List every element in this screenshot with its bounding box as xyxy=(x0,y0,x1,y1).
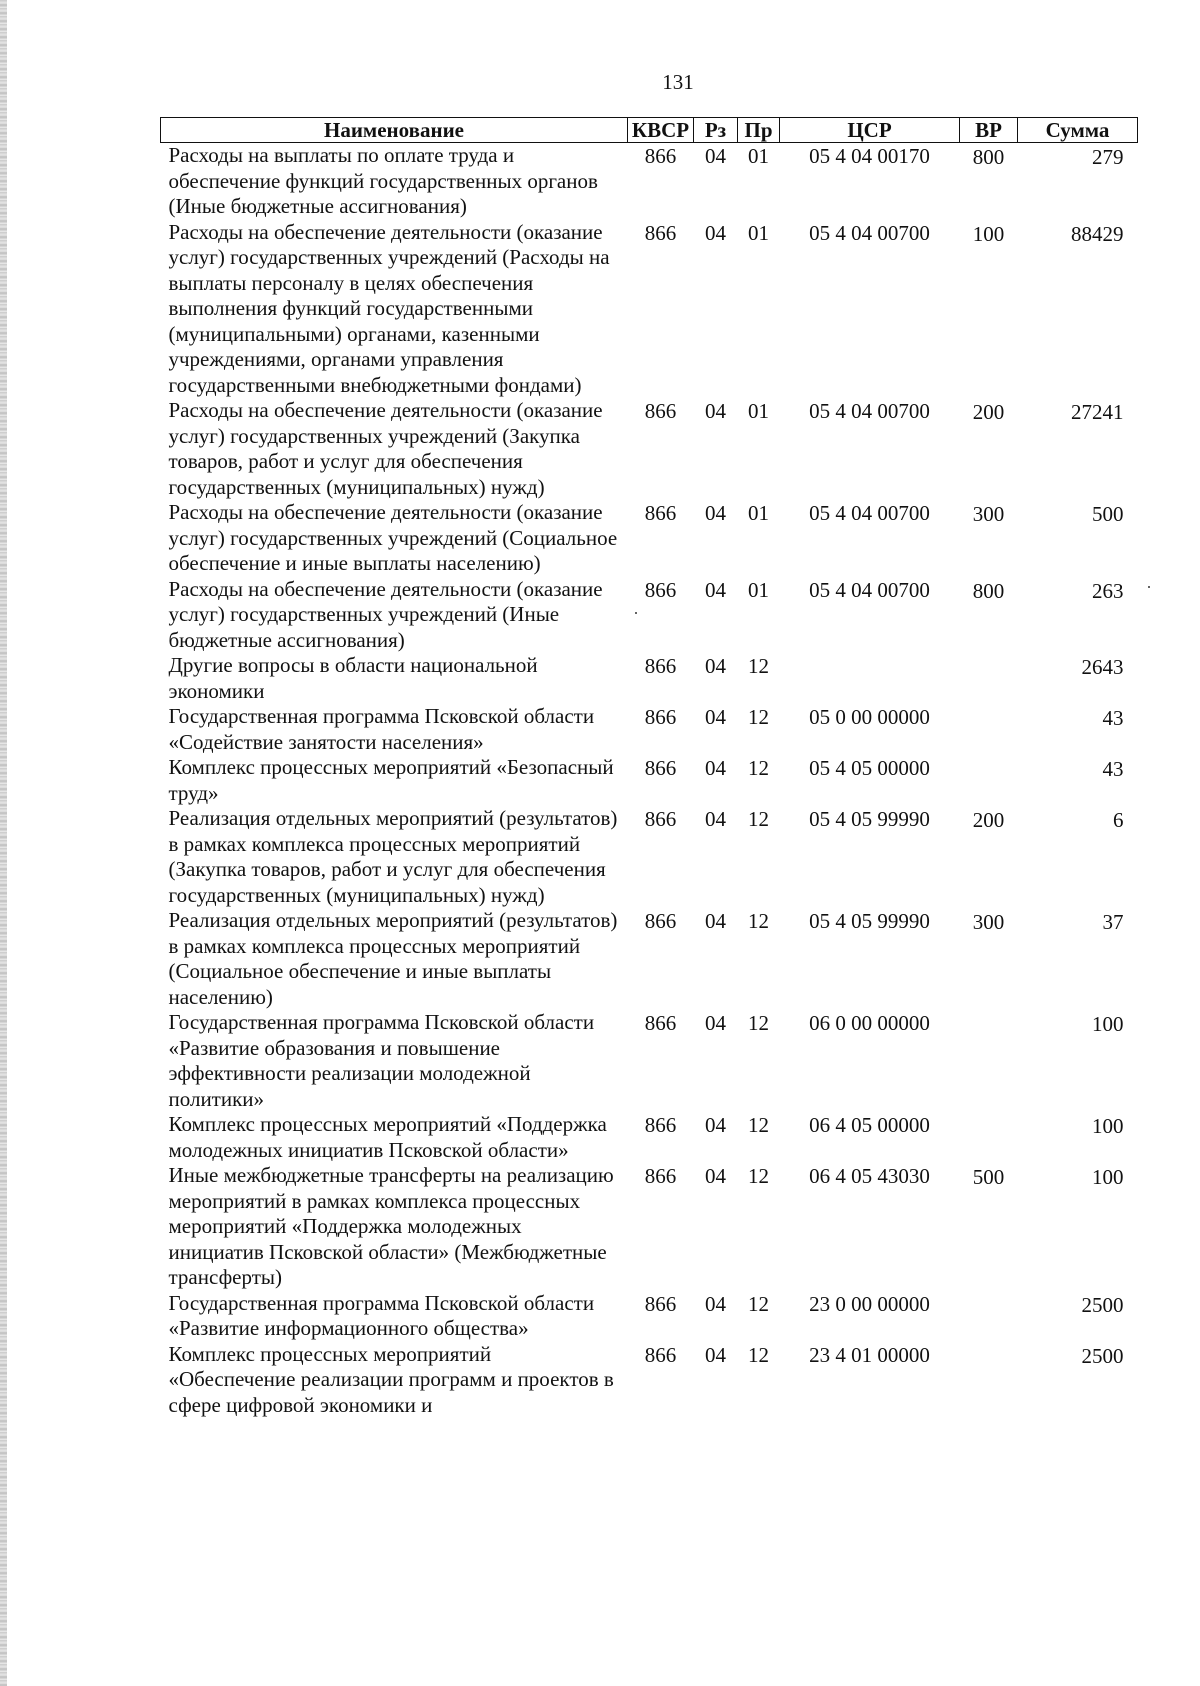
row-sum: 2500 xyxy=(1081,1292,1124,1317)
row-vr: 800 xyxy=(972,145,1005,169)
row-sum: 43 xyxy=(1102,757,1124,781)
row-csr: 05 4 04 00170 xyxy=(809,144,930,168)
row-kvsr: 866 xyxy=(644,756,677,780)
row-kvsr: 866 xyxy=(644,807,677,831)
scan-edge xyxy=(0,0,7,1686)
row-rz: 04 xyxy=(705,654,726,678)
row-kvsr: 866 xyxy=(644,909,677,933)
row-csr: 23 4 01 00000 xyxy=(809,1342,930,1367)
table-row xyxy=(161,1342,1138,1419)
row-rz: 04 xyxy=(705,1164,726,1188)
table-row xyxy=(161,1291,1138,1342)
table-row xyxy=(161,577,1138,654)
row-vr: 200 xyxy=(972,808,1005,832)
row-sum: 100 xyxy=(1092,1165,1124,1189)
row-vr: 300 xyxy=(972,910,1005,934)
header-csr: ЦСР xyxy=(780,118,960,143)
row-csr: 05 4 05 00000 xyxy=(809,756,930,780)
table-row xyxy=(161,1163,1138,1291)
row-name: Государственная программа Псковской области «Содействие занятости населения» xyxy=(168,704,595,754)
row-sum: 37 xyxy=(1102,910,1124,934)
row-pr: 12 xyxy=(748,1342,769,1367)
row-pr: 12 xyxy=(748,1164,769,1188)
row-rz: 04 xyxy=(705,1113,726,1137)
header-sum: Сумма xyxy=(1018,118,1138,143)
row-csr: 05 4 04 00700 xyxy=(809,399,930,423)
table-row xyxy=(161,908,1138,1010)
row-kvsr: 866 xyxy=(644,1291,677,1316)
row-pr: 01 xyxy=(748,399,769,423)
row-name: Расходы на обеспечение деятельности (оказание услуг) государственных учреждений (Расходы на выплаты персоналу в целях обеспечения выполнения функций государственными (муниципальными) органами, казенными учреждениями, органами управления государственными внебюджетными фондами) xyxy=(168,219,610,397)
table-row xyxy=(161,143,1138,220)
row-csr xyxy=(780,653,960,704)
table-row xyxy=(161,806,1138,908)
row-sum: 279 xyxy=(1092,145,1124,169)
row-rz: 04 xyxy=(705,577,726,602)
row-kvsr: 866 xyxy=(644,399,677,423)
row-rz: 04 xyxy=(705,1011,726,1035)
row-sum: 2500 xyxy=(1081,1343,1124,1368)
header-rz: Рз xyxy=(694,118,738,143)
header-vr: ВР xyxy=(960,118,1018,143)
row-vr: 800 xyxy=(972,578,1005,603)
row-name: Государственная программа Псковской области «Развитие информационного общества» xyxy=(168,1290,595,1340)
row-vr xyxy=(960,1342,1018,1419)
table-row xyxy=(161,500,1138,577)
row-kvsr: 866 xyxy=(644,705,677,729)
row-kvsr: 866 xyxy=(644,577,677,602)
scan-speck xyxy=(635,612,637,614)
row-rz: 04 xyxy=(705,501,726,525)
row-vr xyxy=(960,653,1018,704)
row-kvsr: 866 xyxy=(644,144,677,168)
row-csr: 05 4 05 99990 xyxy=(809,909,930,933)
row-pr: 01 xyxy=(748,220,769,245)
row-sum: 43 xyxy=(1102,706,1124,730)
row-rz: 04 xyxy=(705,220,726,245)
row-vr: 300 xyxy=(972,502,1005,526)
table-row xyxy=(161,755,1138,806)
row-pr: 12 xyxy=(748,654,769,678)
row-rz: 04 xyxy=(705,807,726,831)
row-pr: 12 xyxy=(748,1113,769,1137)
row-sum: 6 xyxy=(1113,808,1124,832)
row-sum: 500 xyxy=(1092,502,1124,526)
row-rz: 04 xyxy=(705,705,726,729)
row-pr: 12 xyxy=(748,909,769,933)
row-rz: 04 xyxy=(705,909,726,933)
row-name: Комплекс процессных мероприятий «Поддержка молодежных инициатив Псковской области» xyxy=(168,1112,607,1162)
row-rz: 04 xyxy=(705,1342,726,1367)
row-kvsr: 866 xyxy=(644,1113,677,1137)
row-sum: 27241 xyxy=(1071,400,1124,424)
row-name: Комплекс процессных мероприятий «Безопасный труд» xyxy=(168,755,614,805)
row-sum: 2643 xyxy=(1081,655,1124,679)
row-rz: 04 xyxy=(705,399,726,423)
row-csr: 05 4 04 00700 xyxy=(809,577,930,602)
row-vr: 100 xyxy=(972,221,1005,246)
row-name: Иные межбюджетные трансферты на реализацию мероприятий в рамках комплекса процессных мероприятий «Поддержка молодежных инициатив Псковской области» (Межбюджетные трансферты) xyxy=(168,1163,614,1289)
table-row xyxy=(161,1010,1138,1112)
row-name: Реализация отдельных мероприятий (результатов) в рамках комплекса процессных мероприятий (Социальное обеспечение и иные выплаты населению) xyxy=(168,908,618,1009)
row-name: Государственная программа Псковской области «Развитие образования и повышение эффективности реализации молодежной политики» xyxy=(168,1010,595,1111)
row-kvsr: 866 xyxy=(644,1164,677,1188)
row-rz: 04 xyxy=(705,1291,726,1316)
row-csr: 05 4 04 00700 xyxy=(809,501,930,525)
row-vr xyxy=(960,1291,1018,1342)
row-sum: 88429 xyxy=(1071,221,1124,246)
row-csr: 05 4 05 99990 xyxy=(809,807,930,831)
row-vr: 500 xyxy=(972,1165,1005,1189)
page-number: 131 xyxy=(662,70,694,94)
row-pr: 12 xyxy=(748,756,769,780)
row-csr: 06 0 00 00000 xyxy=(809,1011,930,1035)
row-name: Реализация отдельных мероприятий (результатов) в рамках комплекса процессных мероприятий (Закупка товаров, работ и услуг для обеспечения государственных (муниципальных) нужд) xyxy=(168,806,618,907)
row-kvsr: 866 xyxy=(644,501,677,525)
row-name: Расходы на выплаты по оплате труда и обеспечение функций государственных органов (Иные бюджетные ассигнования) xyxy=(168,143,598,218)
row-pr: 12 xyxy=(748,1011,769,1035)
scan-speck xyxy=(1148,586,1150,588)
table-header-row xyxy=(161,118,1138,143)
row-name: Комплекс процессных мероприятий «Обеспечение реализации программ и проектов в сфере цифровой экономики и xyxy=(168,1341,614,1417)
row-vr xyxy=(960,1010,1018,1112)
row-csr: 06 4 05 00000 xyxy=(809,1113,930,1137)
row-csr: 05 0 00 00000 xyxy=(809,705,930,729)
row-pr: 01 xyxy=(748,144,769,168)
row-rz: 04 xyxy=(705,756,726,780)
table-row xyxy=(161,398,1138,500)
row-kvsr: 866 xyxy=(644,654,677,678)
row-name: Расходы на обеспечение деятельности (оказание услуг) государственных учреждений (Закупка товаров, работ и услуг для обеспечения государственных (муниципальных) нужд) xyxy=(168,398,603,499)
table-row xyxy=(161,220,1138,399)
row-vr: 200 xyxy=(972,400,1005,424)
row-pr: 01 xyxy=(748,577,769,602)
header-name: Наименование xyxy=(161,118,628,143)
row-kvsr: 866 xyxy=(644,1011,677,1035)
header-kvsr: КВСР xyxy=(628,118,694,143)
row-csr: 05 4 04 00700 xyxy=(809,220,930,245)
row-pr: 12 xyxy=(748,705,769,729)
row-kvsr: 866 xyxy=(644,1342,677,1367)
row-csr: 23 0 00 00000 xyxy=(809,1291,930,1316)
row-kvsr: 866 xyxy=(644,220,677,245)
row-csr: 06 4 05 43030 xyxy=(809,1164,930,1188)
row-name: Расходы на обеспечение деятельности (оказание услуг) государственных учреждений (Иные бюджетные ассигнования) xyxy=(168,576,603,652)
row-pr: 01 xyxy=(748,501,769,525)
row-sum: 100 xyxy=(1092,1114,1124,1138)
table-row xyxy=(161,704,1138,755)
row-pr: 12 xyxy=(748,807,769,831)
header-pr: Пр xyxy=(738,118,780,143)
row-vr xyxy=(960,704,1018,755)
table-row xyxy=(161,1112,1138,1163)
row-rz: 04 xyxy=(705,144,726,168)
row-name: Другие вопросы в области национальной экономики xyxy=(168,653,538,703)
row-name: Расходы на обеспечение деятельности (оказание услуг) государственных учреждений (Социальное обеспечение и иные выплаты населению) xyxy=(168,500,618,575)
table-row xyxy=(161,653,1138,704)
row-sum: 100 xyxy=(1092,1012,1124,1036)
budget-table xyxy=(160,117,1138,1418)
row-vr xyxy=(960,1112,1018,1163)
row-sum: 263 xyxy=(1092,578,1124,603)
row-vr xyxy=(960,755,1018,806)
row-pr: 12 xyxy=(748,1291,769,1316)
